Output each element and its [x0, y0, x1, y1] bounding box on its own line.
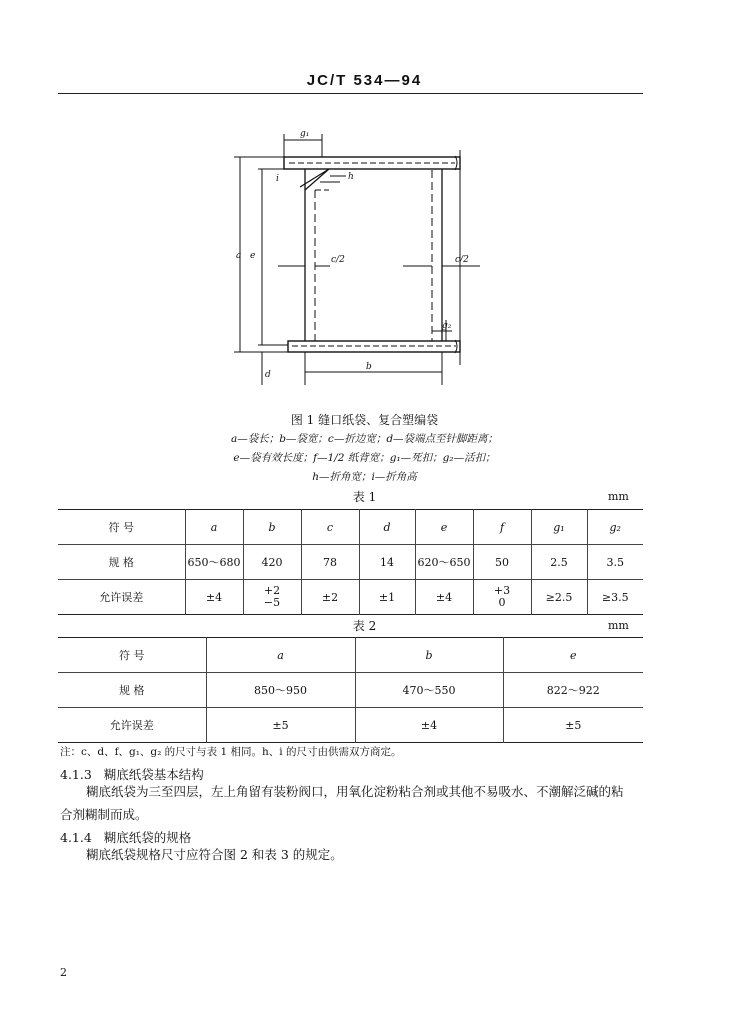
top-break-symbol: [455, 156, 457, 170]
cell-header: f: [473, 510, 531, 545]
table-2-unit: mm: [608, 619, 629, 632]
cell-header: g₂: [587, 510, 643, 545]
cell-header: e: [503, 638, 643, 673]
cell: 470～550: [355, 673, 503, 708]
label-d: d: [265, 370, 271, 380]
cell-header: 符 号: [58, 638, 206, 673]
cell: ±4: [185, 580, 243, 615]
cell: 允许误差: [58, 580, 185, 615]
label-h: h: [348, 172, 354, 182]
cell-header: b: [243, 510, 301, 545]
cell: ±4: [355, 708, 503, 743]
table-row: [58, 510, 643, 545]
cell-header: g₁: [531, 510, 587, 545]
tol-f-lower: 0: [498, 596, 506, 609]
paragraph-4-1-4: 糊底纸袋规格尺寸应符合图 2 和表 3 的规定。: [86, 847, 343, 862]
label-i: i: [276, 174, 279, 184]
label-c2-right: c/2: [455, 255, 469, 265]
label-e: e: [250, 251, 256, 261]
tol-f-upper: +3: [493, 584, 511, 597]
section-number: 4.1.4: [60, 830, 92, 845]
table-row: [58, 673, 643, 708]
cell: 2.5: [531, 545, 587, 580]
section-title: 糊底纸袋基本结构: [103, 767, 204, 782]
cell: 规 格: [58, 673, 206, 708]
table-2-title: 表 2: [352, 619, 377, 633]
section-title: 糊底纸袋的规格: [103, 830, 192, 845]
table-row: [58, 580, 643, 615]
cell: 850～950: [206, 673, 355, 708]
page-number: 2: [60, 966, 67, 979]
cell: ≥2.5: [531, 580, 587, 615]
cell-header: c: [301, 510, 359, 545]
label-b: b: [366, 362, 372, 372]
document-code-header: JC/T 534—94: [306, 72, 423, 89]
cell-header: a: [206, 638, 355, 673]
figure-1-caption: 图 1 缝口纸袋、复合塑编袋: [290, 413, 439, 427]
header-rule: [58, 93, 643, 94]
table-row: [58, 545, 643, 580]
cell: ±4: [415, 580, 473, 615]
cell: 620～650: [415, 545, 473, 580]
cell-header: 符 号: [58, 510, 185, 545]
tol-b-lower: −5: [263, 596, 281, 609]
label-c2-left: c/2: [331, 255, 345, 265]
cell: ±5: [206, 708, 355, 743]
section-number: 4.1.3: [60, 767, 92, 782]
table-note: 注：c、d、f、g₁、g₂ 的尺寸与表 1 相同。h、i 的尺寸由供需双方商定。: [60, 746, 402, 758]
cell-tolerance-f: [473, 580, 531, 615]
cell: 420: [243, 545, 301, 580]
table-1: [58, 509, 643, 615]
cell: ≥3.5: [601, 590, 629, 604]
table-row: [58, 638, 643, 673]
corner-fold-diagonal: [305, 169, 329, 190]
table-2: [58, 637, 643, 743]
paragraph-4-1-3-line-2: 合剂糊制而成。: [60, 807, 148, 822]
cell: 允许误差: [58, 708, 206, 743]
cell: ±2: [301, 580, 359, 615]
figure-1-diagram: [225, 125, 495, 390]
label-a: a: [236, 251, 242, 261]
cell: 14: [359, 545, 415, 580]
cell: ±5: [565, 718, 582, 732]
cell: 650～680: [185, 545, 243, 580]
cell: 50: [473, 545, 531, 580]
cell: ±1: [359, 580, 415, 615]
cell: 822～922: [503, 673, 643, 708]
cell: 3.5: [587, 545, 643, 580]
cell-tolerance-b: [243, 580, 301, 615]
figure-1-legend-line-2: e—袋有效长度；f—1/2 纸背宽；g₁—死扣；g₂—活扣；: [233, 452, 496, 464]
table-1-title: 表 1: [352, 490, 377, 504]
paragraph-4-1-3-line-1: 糊底纸袋为三至四层，左上角留有装粉阀口，用氧化淀粉粘合剂或其他不易吸水、不潮解泛碱的粘: [86, 784, 624, 799]
tol-b-upper: +2: [263, 584, 281, 597]
cell-header: d: [359, 510, 415, 545]
cell-header: a: [185, 510, 243, 545]
figure-1-legend-line-1: a—袋长；b—袋宽；c—折边宽；d—袋端点至针脚距离；: [230, 433, 499, 445]
label-g2: g₂: [442, 321, 452, 331]
cell: 78: [301, 545, 359, 580]
cell: 规 格: [58, 545, 185, 580]
label-g1: g₁: [300, 129, 310, 139]
cell-header: e: [415, 510, 473, 545]
table-1-unit: mm: [608, 490, 629, 503]
cell-header: b: [355, 638, 503, 673]
figure-1-legend-line-3: h—折角宽；i—折角高: [312, 471, 417, 483]
table-row: [58, 708, 643, 743]
